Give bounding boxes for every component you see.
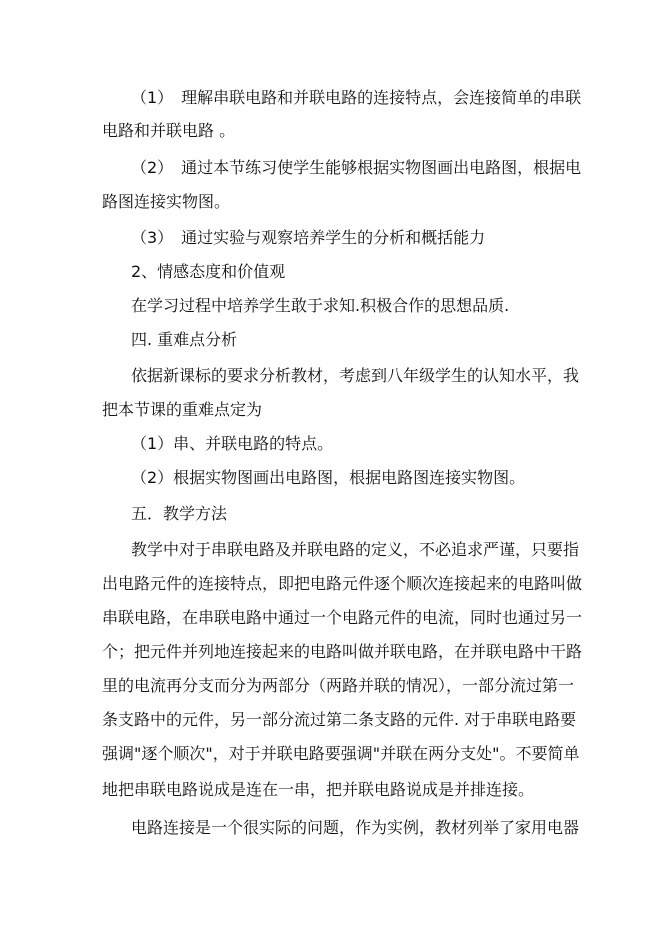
- methods-paragraph-line-2: 出电路元件的连接特点，即把电路元件逐个顺次连接起来的电路叫做: [102, 574, 583, 593]
- methods-paragraph-line-8: 地把串联电路说成是连在一串，把并联电路说成是并排连接。: [102, 780, 535, 799]
- key-points-paragraph-line-1: 依据新课标的要求分析教材，考虑到八年级学生的认知水平，我: [131, 366, 580, 385]
- methods-paragraph-line-4: 个；把元件并列地连接起来的电路叫做并联电路，在并联电路中干路: [102, 642, 583, 661]
- section-heading-key-points: 四. 重难点分析: [131, 330, 238, 349]
- key-point-2: （2）根据实物图画出电路图，根据电路图连接实物图。: [131, 468, 526, 487]
- methods-paragraph-line-1: 教学中对于串联电路及并联电路的定义，不必追求严谨，只要指: [131, 540, 580, 559]
- section-heading-emotion: 2、情感态度和价值观: [131, 262, 286, 281]
- objective-1-line-2: 电路和并联电路 。: [102, 121, 236, 140]
- key-points-paragraph-line-2: 把本节课的重难点定为: [102, 400, 263, 419]
- objective-2-line-1: （2） 通过本节练习使学生能够根据实物图画出电路图，根据电: [131, 158, 582, 177]
- methods-paragraph-line-7: 强调"逐个顺次"，对于并联电路要强调"并联在两分支处"。不要简单: [102, 744, 580, 763]
- objective-2-line-2: 路图连接实物图。: [102, 192, 231, 211]
- methods-paragraph-line-3: 串联电路，在串联电路中通过一个电路元件的电流，同时也通过另一: [102, 608, 583, 627]
- section-heading-methods: 五．教学方法: [131, 504, 228, 523]
- methods-paragraph-line-5: 里的电流再分支而分为两部分（两路并联的情况），一部分流过第一: [102, 676, 575, 695]
- circuit-paragraph-line-1: 电路连接是一个很实际的问题，作为实例，教材列举了家用电器: [131, 818, 580, 837]
- emotion-paragraph: 在学习过程中培养学生敢于求知.积极合作的思想品质.: [131, 296, 510, 315]
- objective-3: （3） 通过实验与观察培养学生的分析和概括能力: [131, 228, 486, 247]
- key-point-1: （1）串、并联电路的特点。: [131, 434, 334, 453]
- objective-1-line-1: （1） 理解串联电路和并联电路的连接特点，会连接简单的串联: [131, 88, 582, 107]
- methods-paragraph-line-6: 条支路中的元件，另一部分流过第二条支路的元件. 对于串联电路要: [102, 710, 577, 729]
